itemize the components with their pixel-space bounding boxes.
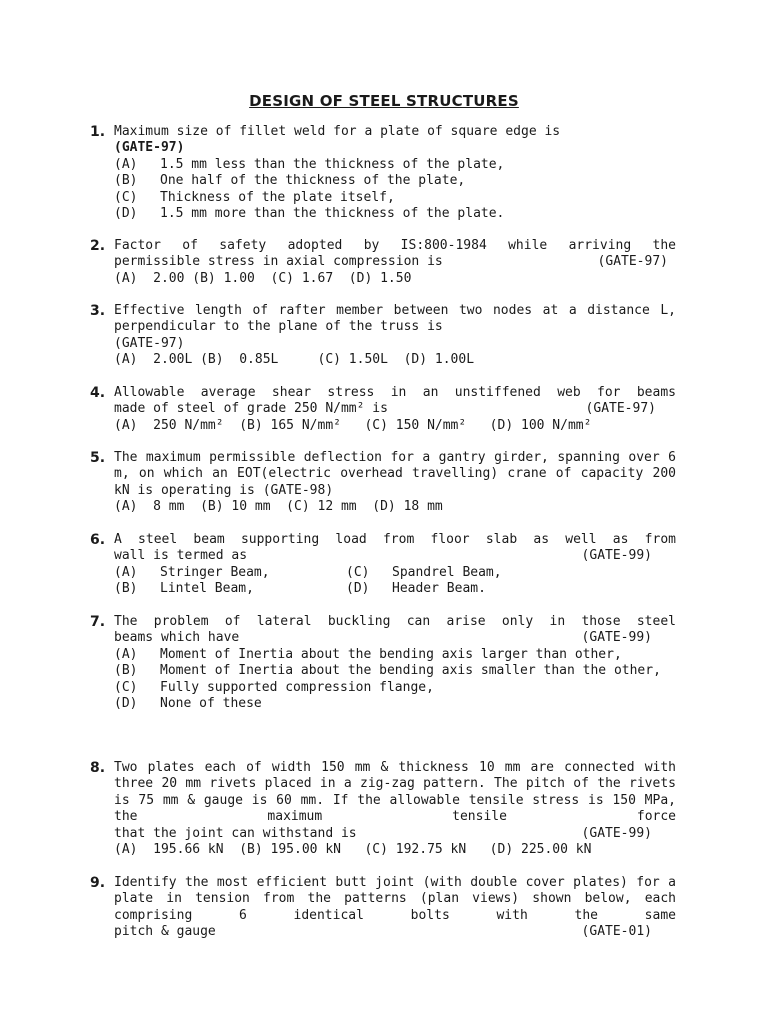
question-number: 7. [90,614,106,630]
option-a: (A) 1.5 mm less than the thickness of the plate, [114,156,505,172]
question-number: 4. [90,385,106,401]
question-stem-line: Factor of safety adopted by IS:800-1984 while arriving the [114,238,676,253]
question-stem: Maximum size of fillet weld for a plate of square edge is [114,124,561,139]
question-number: 2. [90,238,106,254]
page-title: DESIGN OF STEEL STRUCTURES [249,92,519,110]
options-line: (A) 2.00L (B) 0.85L (C) 1.50L (D) 1.00L [114,352,475,368]
option-c: (C) Spandrel Beam, [346,564,502,580]
question-stem-line: that the joint can withstand is (GATE-99) [114,826,676,842]
question-7 [90,614,676,712]
exam-tag: (GATE-01) [581,924,652,940]
question-1 [90,124,676,222]
question-stem: Identify the most efficient butt joint (with double cover plates) for a plate in tension from the patterns (plan views) shown below, each comprising 6 identical bolts with the same [114,875,676,923]
question-stem-line: A steel beam supporting load from floor slab as well as from [114,532,676,547]
question-8 [90,760,676,858]
question-stem-line: beams which have (GATE-99) [114,630,676,646]
question-number: 1. [90,124,106,140]
question-9 [90,875,676,941]
question-number: 3. [90,303,106,319]
question-2 [90,238,676,287]
option-c: (C) Fully supported compression flange, [114,679,434,695]
question-stem-line: The problem of lateral buckling can arise only in those steel [114,614,676,629]
option-a: (A) Stringer Beam, [114,564,270,580]
question-3 [90,303,676,369]
question-stem-line: permissible stress in axial compression is (GATE-97) [114,254,676,270]
exam-tag: (GATE-99) [581,548,652,564]
question-6 [90,532,676,598]
options-line: (A) 195.66 kN (B) 195.00 kN (C) 192.75 kN (D) 225.00 kN [114,842,592,858]
question-stem-line: wall is termed as (GATE-99) [114,548,676,564]
options-line: (A) 2.00 (B) 1.00 (C) 1.67 (D) 1.50 [114,270,412,286]
question-number: 6. [90,532,106,548]
question-stem: Effective length of rafter member between two nodes at a distance L, perpendicular to the plane of the truss is [114,303,676,335]
question-stem-line: pitch & gauge (GATE-01) [114,924,676,940]
option-d: (D) Header Beam. [346,581,486,597]
question-5 [90,450,676,516]
exam-tag: (GATE-97) [114,140,185,156]
exam-tag: (GATE-99) [581,630,652,646]
options-line: (A) 8 mm (B) 10 mm (C) 12 mm (D) 18 mm [114,499,443,515]
question-stem: The maximum permissible deflection for a gantry girder, spanning over 6 m, on which an EOT(electric overhead travelling) crane of capacity 200 kN is operating is (GATE-98) [114,450,676,498]
option-a: (A) Moment of Inertia about the bending axis larger than other, [114,646,622,662]
option-b: (B) One half of the thickness of the plate, [114,173,466,189]
option-b: (B) Moment of Inertia about the bending axis smaller than the other, [114,663,661,679]
exam-tag: (GATE-97) [585,401,656,417]
exam-tag: (GATE-97) [597,254,668,270]
exam-tag: (GATE-97) [114,335,185,351]
option-d: (D) None of these [114,696,262,712]
options-grid [114,565,676,598]
option-d: (D) 1.5 mm more than the thickness of the plate. [114,206,505,222]
option-b: (B) Lintel Beam, [114,581,254,597]
question-number: 8. [90,760,106,776]
question-stem-line: Allowable average shear stress in an unstiffened web for beams [114,385,676,400]
option-c: (C) Thickness of the plate itself, [114,189,395,205]
question-4 [90,385,676,434]
question-stem-line: made of steel of grade 250 N/mm² is (GATE-97) [114,401,676,417]
question-number: 5. [90,450,106,466]
exam-tag: (GATE-99) [581,825,652,841]
question-stem: Two plates each of width 150 mm & thickness 10 mm are connected with three 20 mm rivets placed in a zig-zag pattern. The pitch of the rivets is 75 mm & gauge is 60 mm. If the allowable tensile stress is 150 MPa, the maximum tensile force [114,760,676,825]
question-number: 9. [90,875,106,891]
options-line: (A) 250 N/mm² (B) 165 N/mm² (C) 150 N/mm² (D) 100 N/mm² [114,417,592,433]
